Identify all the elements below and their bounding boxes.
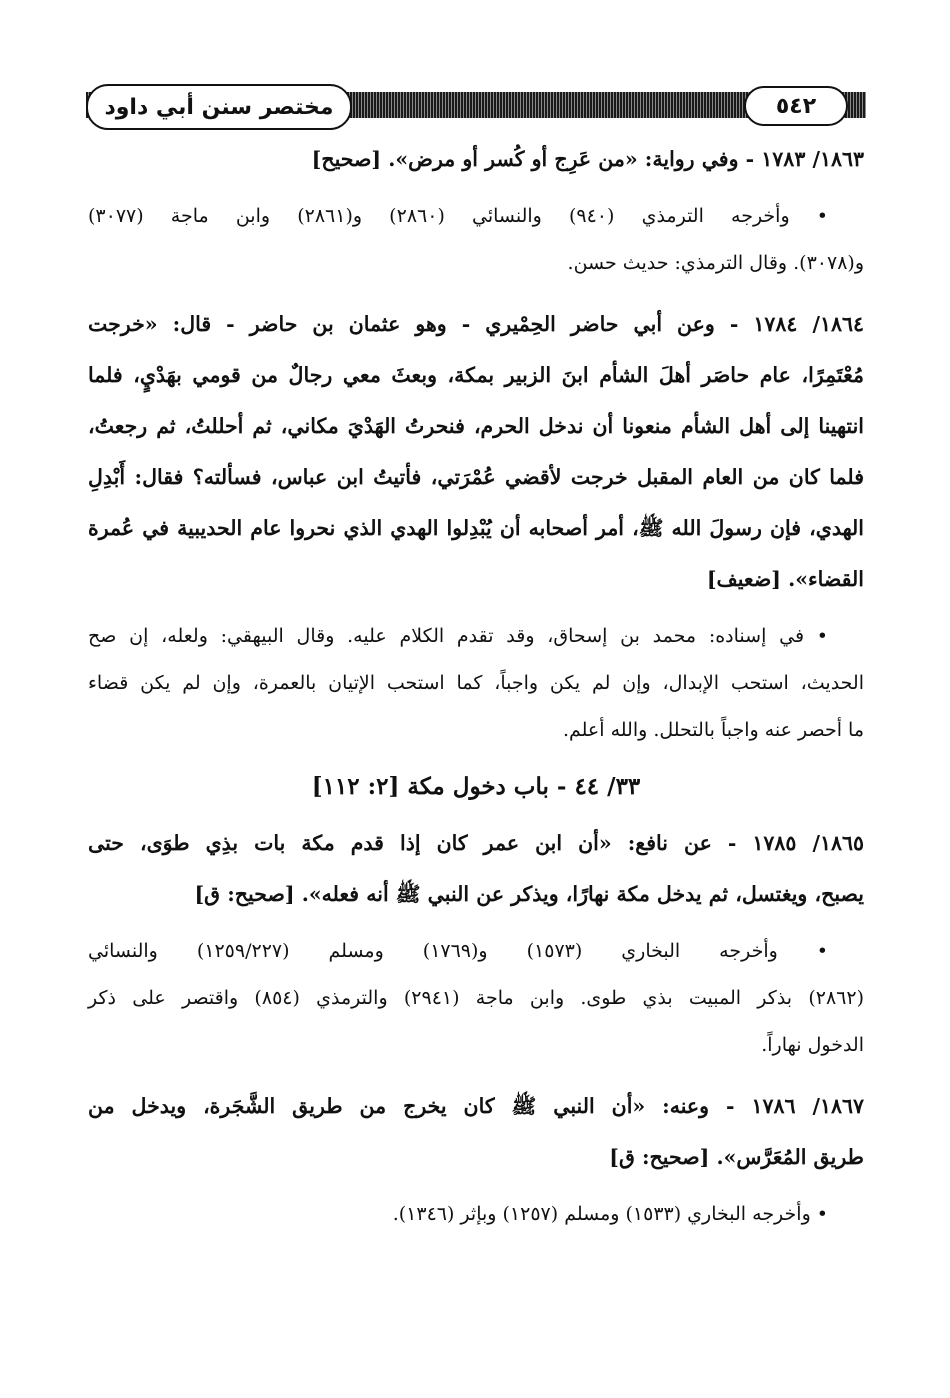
spacer [88, 920, 864, 928]
text-line: (٢٨٦٢) بذكر المبيت بذي طوى. وابن ماجة (٢٩٤١) والترمذي (٨٥٤) واقتصر على ذكر [88, 987, 865, 1009]
text-line: انتهينا إلى أهل الشأم منعونا أن ندخل الحرم، فنحرتُ الهَدْيَ مكاني، ثم أحللتُ، ثم رجعتُ، [88, 414, 864, 438]
commentary-block [88, 193, 864, 287]
text-line: يصبح، ويغتسل، ثم يدخل مكة نهارًا، ويذكر عن النبي ﷺ أنه فعله». [صحيح: ق] [194, 882, 864, 906]
page-number: ٥٤٢ [744, 86, 848, 126]
hadith-block [88, 299, 864, 605]
text-line: • في إسناده: محمد بن إسحاق، وقد تقدم الكلام عليه. وقال البيهقي: ولعله، إن صح [88, 625, 828, 647]
book-title-box [86, 84, 352, 130]
text-line: الحديث، استحب الإبدال، وإن لم يكن واجباً، كما استحب الإتيان بالعمرة، وإن لم يكن قضاء [88, 672, 864, 694]
hadith-block [88, 1081, 864, 1183]
commentary-block [88, 613, 864, 754]
spacer [88, 287, 864, 299]
text-line: • وأخرجه البخاري (١٥٣٣) ومسلم (١٢٥٧) وبإثر (١٣٤٦). [392, 1203, 828, 1225]
spacer [88, 1183, 864, 1191]
book-title: مختصر سنن أبي داود [104, 94, 334, 120]
chapter-heading-block [88, 762, 864, 812]
text-line: و(٣٠٧٨). وقال الترمذي: حديث حسن. [567, 252, 864, 274]
spacer [88, 1069, 864, 1081]
text-line: ١٨٦٥/ ١٧٨٥ - عن نافع: «أن ابن عمر كان إذا قدم مكة بات بذِي طوَى، حتى [88, 831, 865, 855]
text-line: ١٨٦٣/ ١٧٨٣ - وفي رواية: «من عَرِج أو كُسر أو مرض». [صحيح] [311, 147, 864, 171]
page-content [88, 134, 864, 1238]
text-line: القضاء». [ضعيف] [706, 567, 864, 591]
text-line: • وأخرجه الترمذي (٩٤٠) والنسائي (٢٨٦٠) و(٢٨٦١) وابن ماجة (٣٠٧٧) [88, 205, 828, 227]
commentary-block [88, 928, 864, 1069]
text-line: ١٨٦٤/ ١٧٨٤ - وعن أبي حاضر الحِمْيري - وهو عثمان بن حاضر - قال: «خرجت [88, 312, 864, 336]
commentary-block [88, 1191, 864, 1238]
hadith-block [88, 134, 864, 185]
spacer [88, 185, 864, 193]
chapter-heading: ٣٣/ ٤٤ - باب دخول مكة [٢: ١١٢] [311, 773, 641, 800]
text-line: مُعْتَمِرًا، عام حاصَر أهلَ الشأم ابنَ الزبير بمكة، وبعثَ معي رجالٌ من قومي بهَدْيٍ، فلما [88, 363, 864, 387]
hadith-block [88, 818, 864, 920]
text-line: ١٨٦٧/ ١٧٨٦ - وعنه: «أن النبي ﷺ كان يخرج من طريق الشَّجَرة، ويدخل من [88, 1094, 865, 1118]
text-line: فلما كان من العام المقبل خرجت لأقضي عُمْرَتي، فأتيتُ ابن عباس، فسألته؟ فقال: أَبْدِلِ [88, 465, 864, 489]
text-line: طريق المُعَرَّس». [صحيح: ق] [609, 1145, 864, 1169]
text-line: • وأخرجه البخاري (١٥٧٣) و(١٧٦٩) ومسلم (١٢٥٩/٢٢٧) والنسائي [88, 940, 828, 962]
text-line: الدخول نهاراً. [761, 1034, 864, 1056]
text-line: الهدي، فإن رسولَ الله ﷺ، أمر أصحابه أن يُبْدِلوا الهدي الذي نحروا عام الحديبية في عُمرة [88, 516, 864, 540]
text-line: ما أحصر عنه واجباً بالتحلل. والله أعلم. [562, 719, 864, 741]
page-header [86, 84, 866, 128]
spacer [88, 605, 864, 613]
